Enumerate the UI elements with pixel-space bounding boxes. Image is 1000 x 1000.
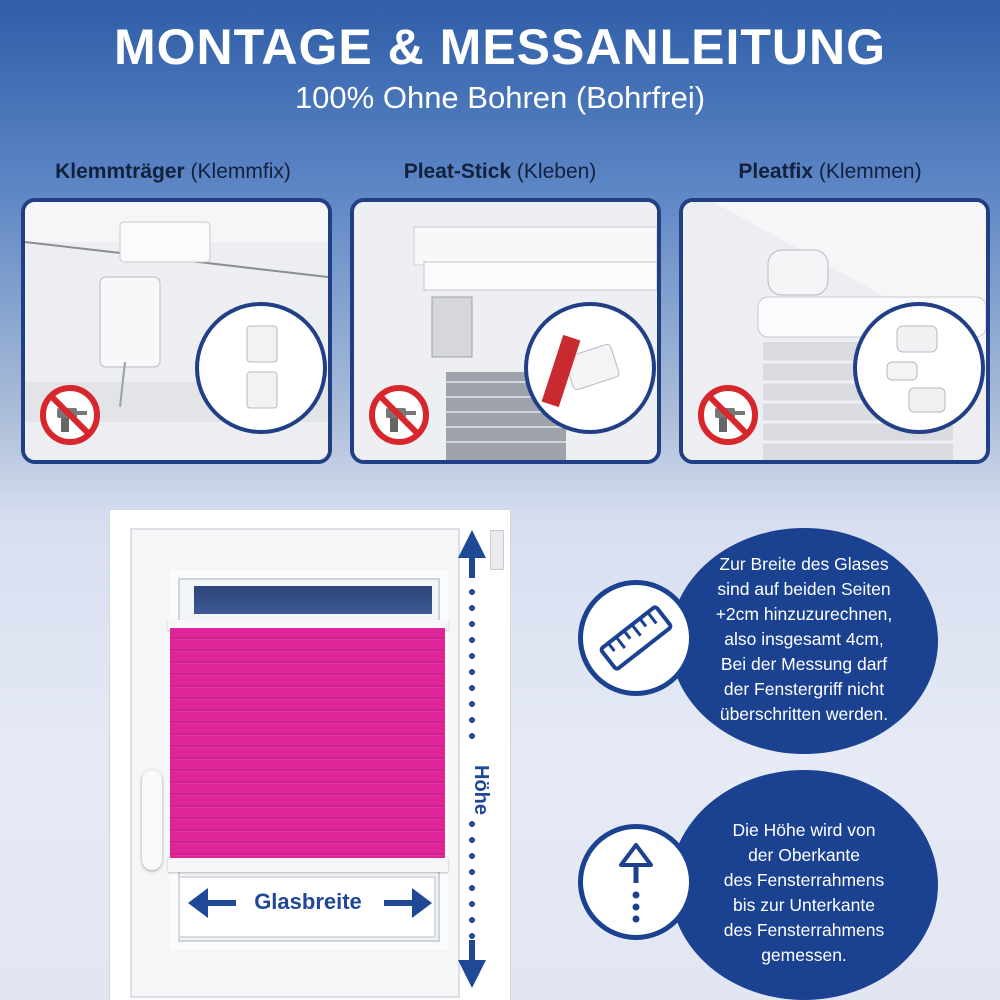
info-bubble-width <box>670 528 938 754</box>
info-line: Bei der Messung darf <box>720 654 888 674</box>
zoom-circle-bracket <box>195 302 327 434</box>
no-drill-icon <box>697 384 759 446</box>
product-name: Pleatfix <box>738 160 814 183</box>
zoom-circle-adhesive <box>524 302 656 434</box>
blind-bottom-rail <box>168 858 448 872</box>
product-label-pleat-stick <box>340 160 660 184</box>
window-hinge <box>490 530 504 570</box>
window-handle <box>142 770 162 870</box>
info-line: Die Höhe wird von <box>732 820 876 840</box>
info-line: der Oberkante <box>748 845 860 865</box>
no-drill-icon <box>39 384 101 446</box>
page-subtitle: 100% Ohne Bohren (Bohrfrei) <box>294 80 706 115</box>
product-variant: (Klemmfix) <box>190 160 291 183</box>
zoom-circle-pleatfix <box>853 302 985 434</box>
bracket-detail-icon <box>199 306 323 430</box>
product-label-klemmtraeger <box>13 160 333 184</box>
info-line: überschritten werden. <box>719 704 889 724</box>
width-label: Glasbreite <box>254 889 362 914</box>
product-variant: (Kleben) <box>516 160 597 183</box>
info-text-height <box>670 818 938 968</box>
info-line: sind auf beiden Seiten <box>717 579 891 599</box>
info-line: des Fensterrahmens <box>723 920 885 940</box>
page-title: MONTAGE & MESSANLEITUNG <box>113 19 887 75</box>
product-photo-pleatfix <box>679 198 990 464</box>
ruler-icon <box>583 585 689 691</box>
up-arrow-icon <box>583 829 689 935</box>
ruler-icon-circle <box>578 580 694 696</box>
pleatfix-parts-icon <box>857 306 981 430</box>
info-line: bis zur Unterkante <box>732 895 875 915</box>
info-line: des Fensterrahmens <box>723 870 885 890</box>
product-name: Pleat-Stick <box>403 160 512 183</box>
window-top-opening <box>188 580 438 620</box>
height-arrow-icon <box>452 528 492 990</box>
info-text-width <box>670 552 938 727</box>
product-label-pleatfix <box>670 160 990 184</box>
no-drill-icon <box>368 384 430 446</box>
product-name: Klemmträger <box>55 160 185 183</box>
info-line: also insgesamt 4cm, <box>724 629 884 649</box>
info-line: +2cm hinzuzurechnen, <box>715 604 893 624</box>
info-line: der Fenstergriff nicht <box>723 679 885 699</box>
info-bubble-height <box>670 770 938 1000</box>
product-variant: (Klemmen) <box>818 160 922 183</box>
up-arrow-icon-circle <box>578 824 694 940</box>
height-label: Höhe <box>470 765 492 815</box>
adhesive-strip-icon <box>528 306 652 430</box>
product-photo-pleat-stick <box>350 198 661 464</box>
info-line: Zur Breite des Glases <box>719 554 889 574</box>
info-line: gemessen. <box>761 945 847 965</box>
product-photo-klemmtraeger <box>21 198 332 464</box>
pleated-blind <box>170 628 445 860</box>
